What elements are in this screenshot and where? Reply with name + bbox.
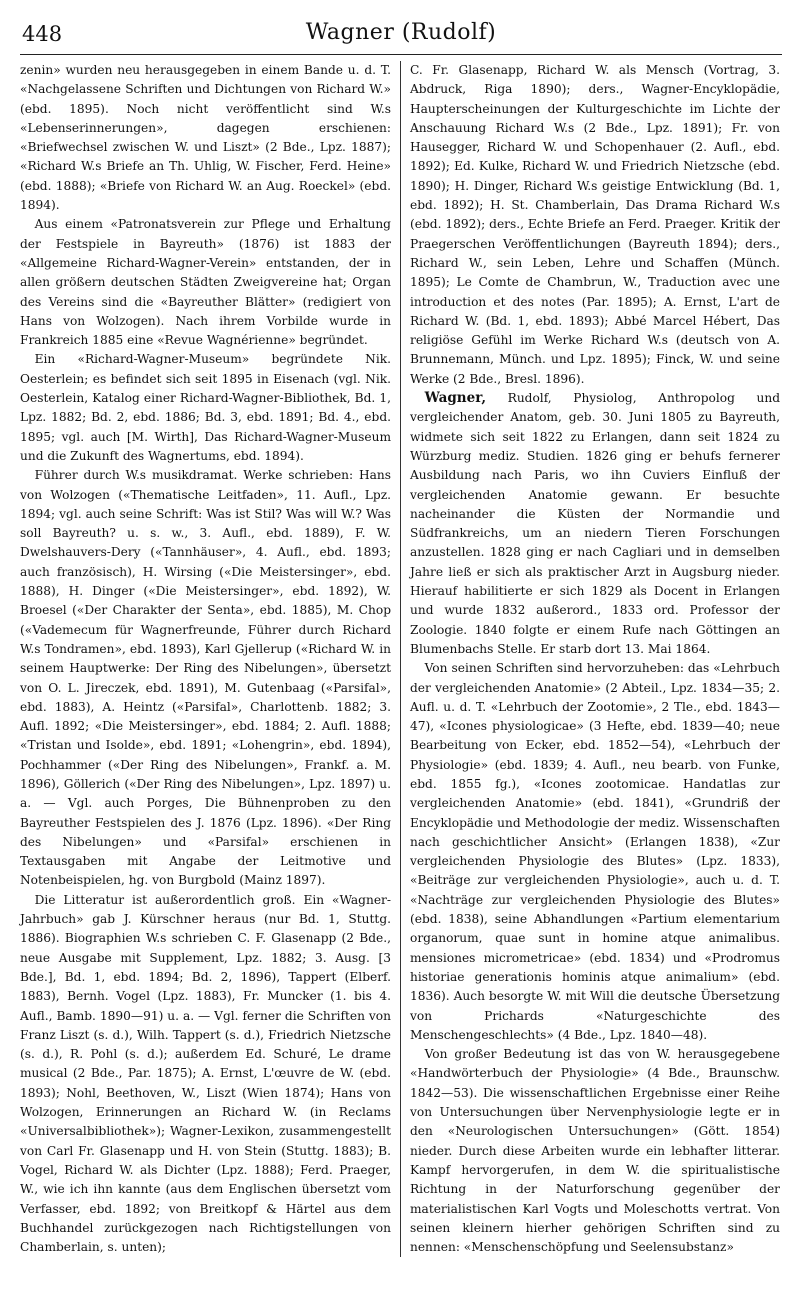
running-head: Wagner (Rudolf) <box>305 20 497 45</box>
paragraph: Die Litteratur ist außerordentlich groß. Ein «Wagner-Jahrbuch» gab J. Kürschner heraus (nur Bd. 1, Stuttg. 1886). Biographien W.s schrieben C. F. Glasenapp (2 Bde., neue Ausgabe mit Supplement, Lpz. 1882; 3. Ausg. [3 Bde.], Bd. 1, ebd. 1894; Bd. 2, 1896), Tappert (Elberf. 1883), Bernh. Vogel (Lpz. 1883), Fr. Muncker (1. bis 4. Aufl., Bamb. 1890—91) u. a. — Vgl. ferner die Schriften von Franz Liszt (s. d.), Wilh. Tappert (s. d.), Friedrich Nietzsche (s. d.), R. Pohl (s. d.); außerdem Ed. Schuré, Le drame musical (2 Bde., Par. 1875); A. Ernst, L'œuvre de W. (ebd. 1893); Nohl, Beethoven, W., Liszt (Wien 1874); Hans von Wolzogen, Erinnerungen an Richard W. (in Reclams «Universalbibliothek»); Wagner-Lexikon, zusammengestellt von Carl Fr. Glasenapp und H. von Stein (Stuttg. 1883); B. Vogel, Richard W. als Dichter (Lpz. 1888); Ferd. Praeger, W., wie ich ihn kannte (aus dem Englischen übersetzt vom Verfasser, ebd. 1892; von Breitkopf & Härtel aus dem Buchhandel zurückgezogen nach Richtigstellungen von Chamberlain, s. unten); <box>20 892 391 1255</box>
entry-headword: Wagner, <box>424 390 487 407</box>
left-column <box>20 61 400 1257</box>
page-number: 448 <box>22 22 63 46</box>
paragraph: Von seinen Schriften sind hervorzuheben: das «Lehrbuch der vergleichenden Anatomie» (2 Abteil., Lpz. 1834—35; 2. Aufl. u. d. T. «Lehrbuch der Zootomie», 2 Tle., ebd. 1843—47), «Icones physiologicae» (3 Hefte, ebd. 1839—40; neue Bearbeitung von Ecker, ebd. 1852—54), «Lehrbuch der Physiologie» (ebd. 1839; 4. Aufl., neu bearb. von Funke, ebd. 1855 fg.), «Icones zootomicae. Handatlas zur vergleichenden Anatomie» (ebd. 1841), «Grundriß der Encyklopädie und Methodologie der mediz. Wissenschaften nach geschichtlicher Ansicht» (Erlangen 1838), «Zur vergleichenden Physiologie des Blutes» (Lpz. 1833), «Beiträge zur vergleichenden Physiologie», auch u. d. T. «Nachträge zur vergleichenden Physiologie des Blutes» (ebd. 1838), seine Abhandlungen «Partium elementarium organorum, quae sunt in homine atque animalibus. mensiones micrometricae» (ebd. 1834) und «Prodromus historiae generationis hominis atque animalium» (ebd. 1836). Auch besorgte W. mit Will die deutsche Übersetzung von Prichards «Naturgeschichte des Menschengeschlechts» (4 Bde., Lpz. 1840—48). <box>410 661 780 1042</box>
paragraph: Von großer Bedeutung ist das von W. herausgegebene «Handwörterbuch der Physiologie» (4 Bde., Braunschw. 1842—53). Die wissenschaftlichen Ergebnisse einer Reihe von Untersuchungen über Nervenphysiologie legte er in den «Neurologischen Untersuchungen» (Gött. 1854) nieder. Durch diese Arbeiten wurde ein lebhafter litterar. Kampf hervorgerufen, in dem W. die spiritualistische Richtung in der Naturforschung gegenüber der materialistischen Karl Vogts und Moleschotts vertrat. Von seinen kleinern hierher gehörigen Schriften sind zu nennen: «Menschenschöpfung und Seelensubstanz» <box>410 1047 780 1255</box>
paragraph: Ein «Richard-Wagner-Museum» begründete Nik. Oesterlein; es befindet sich seit 1895 in Eisenach (vgl. Nik. Oesterlein, Katalog einer Richard-Wagner-Bibliothek, Bd. 1, Lpz. 1882; Bd. 2, ebd. 1886; Bd. 3, ebd. 1891; Bd. 4., ebd. 1895; vgl. auch [M. Wirth], Das Richard-Wagner-Museum und die Zukunft des Wagnertums, ebd. 1894). <box>20 352 391 463</box>
paragraph: Aus einem «Patronatsverein zur Pflege und Erhaltung der Festspiele in Bayreuth» (1876) ist 1883 der «Allgemeine Richard-Wagner-Verein» entstanden, der in allen größern deutschen Städten Zweigvereine hat; Organ des Vereins sind die «Bayreuther Blätter» (redigiert von Hans von Wolzogen). Nach ihrem Vorbilde wurde in Frankreich 1885 eine «Revue Wagnérienne» begründet. <box>20 217 391 348</box>
page-header <box>20 14 782 55</box>
right-column <box>400 61 780 1257</box>
paragraph: zenin» wurden neu herausgegeben in einem Bande u. d. T. «Nachgelassene Schriften und Dichtungen von Richard W.» (ebd. 1895). Noch nicht veröffentlicht sind W.s «Lebenserinnerungen», dagegen erschienen: «Briefwechsel zwischen W. und Liszt» (2 Bde., Lpz. 1887); «Richard W.s Briefe an Th. Uhlig, W. Fischer, Ferd. Heine» (ebd. 1888); «Briefe von Richard W. an Aug. Roeckel» (ebd. 1894). <box>20 63 391 213</box>
entry-wagner-rudolf <box>410 389 780 659</box>
entry-text: Rudolf, Physiolog, Anthropolog und vergleichender Anatom, geb. 30. Juni 1805 zu Bayreuth, widmete sich seit 1822 zu Erlangen, dann seit 1824 zu Würzburg mediz. Studien. 1826 ging er behufs fernerer Ausbildung nach Paris, wo ihn Cuviers Einfluß der vergleichenden Anatomie gewann. Er besuchte nacheinander die Küsten der Normandie und Südfrankreichs, um an niedern Tieren Forschungen anzustellen. 1828 ging er nach Cagliari und in demselben Jahre ließ er sich als praktischer Arzt in Augsburg nieder. Hierauf habilitierte er sich 1829 als Docent in Erlangen und wurde 1832 außerord., 1833 ord. Professor der Zoologie. 1840 folgte er einem Rufe nach Göttingen an Blumenbachs Stelle. Er starb dort 13. Mai 1864. <box>410 391 780 656</box>
text-columns <box>20 61 782 1257</box>
paragraph: C. Fr. Glasenapp, Richard W. als Mensch (Vortrag, 3. Abdruck, Riga 1890); ders., Wagner-Encyklopädie, Haupterscheinungen der Kulturgeschichte im Lichte der Anschauung Richard W.s (2 Bde., Lpz. 1891); Fr. von Hausegger, Richard W. und Schopenhauer (2. Aufl., ebd. 1892); Ed. Kulke, Richard W. und Friedrich Nietzsche (ebd. 1890); H. Dinger, Richard W.s geistige Entwicklung (Bd. 1, ebd. 1892); H. St. Chamberlain, Das Drama Richard W.s (ebd. 1892); ders., Echte Briefe an Ferd. Praeger. Kritik der Praegerschen Veröffentlichungen (Bayreuth 1894); ders., Richard W., sein Leben, Lehre und Schaffen (Münch. 1895); Le Comte de Chambrun, W., Traduction avec une introduction et des notes (Par. 1895); A. Ernst, L'art de Richard W. (Bd. 1, ebd. 1893); Abbé Marcel Hébert, Das religiöse Gefühl im Werke Richard W.s (deutsch von A. Brunnemann, Münch. und Lpz. 1895); Finck, W. und seine Werke (2 Bde., Bresl. 1896). <box>410 63 780 386</box>
paragraph: Führer durch W.s musikdramat. Werke schrieben: Hans von Wolzogen («Thematische Leitfaden», 11. Aufl., Lpz. 1894; vgl. auch seine Schrift: Was ist Stil? Was will W.? Was soll Bayreuth? u. s. w., 3. Aufl., ebd. 1889), F. W. Dwelshauvers-Dery («Tannhäuser», 4. Aufl., ebd. 1893; auch französisch), H. Wirsing («Die Meistersinger», ebd. 1888), H. Dinger («Die Meistersinger», ebd. 1892), W. Broesel («Der Charakter der Senta», ebd. 1885), M. Chop («Vademecum für Wagnerfreunde, Führer durch Richard W.s Tondramen», ebd. 1893), Karl Gjellerup («Richard W. in seinem Hauptwerke: Der Ring des Nibelungen», übersetzt von O. L. Jireczek, ebd. 1891), M. Gutenbaag («Parsifal», ebd. 1883), A. Heintz («Parsifal», Charlottenb. 1882; 3. Aufl. 1892; «Die Meistersinger», ebd. 1884; 2. Aufl. 1888; «Tristan und Isolde», ebd. 1891; «Lohengrin», ebd. 1894), Pochhammer («Der Ring des Nibelungen», Frankf. a. M. 1896), Göllerich («Der Ring des Nibelungen», Lpz. 1897) u. a. — Vgl. auch Porges, Die Bühnenproben zu den Bayreuther Festspielen des J. 1876 (Lpz. 1896). «Der Ring des Nibelungen» und «Parsifal» erschienen in Textausgaben mit Angabe der Leitmotive und Notenbeispielen, hg. von Burgbold (Mainz 1897). <box>20 468 391 888</box>
